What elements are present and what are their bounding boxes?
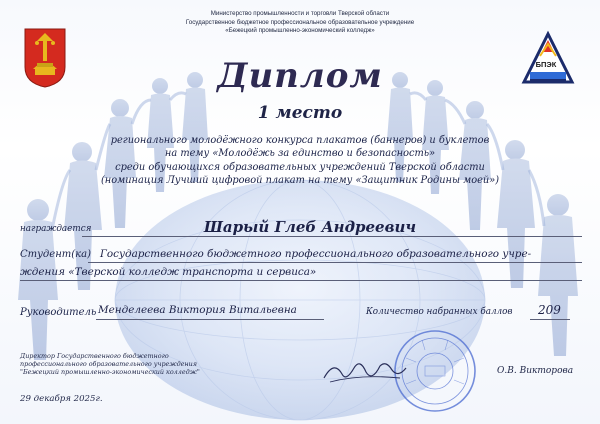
score-underline [530, 319, 570, 320]
supervisor-label: Руководитель [20, 307, 97, 318]
description-line: (номинация Лучший цифровой плакат на тему «Защитник Родины моей») [100, 175, 500, 187]
description-line: на тему «Молодёжь за единство и безопасность» [164, 148, 436, 160]
header-college: «Бежецкий промышленно-экономический колледж» [225, 27, 375, 35]
bpek-college-emblem-icon [518, 30, 578, 88]
header-ministry: Министерство промышленности и торговли Тверской области [210, 10, 390, 17]
supervisor-underline [96, 319, 324, 320]
director-line: Директор Государственного бюджетного [20, 352, 169, 360]
supervisor-name: Менделеева Виктория Витальевна [98, 304, 297, 316]
score-value: 209 [538, 303, 561, 317]
director-block [20, 352, 260, 377]
recipient-underline [82, 236, 582, 237]
recipient-name: Шарый Глеб Андреевич [203, 218, 417, 236]
header-block [150, 10, 450, 36]
director-line: профессионального образовательного учреждения [20, 360, 197, 369]
director-name: О.В. Викторова [497, 366, 574, 376]
college-logo-text: БПЭК [535, 60, 557, 69]
description-line: регионального молодёжного конкурса плакатов (баннеров) и буклетов [110, 135, 490, 146]
issue-date: 29 декабря 2025г. [20, 394, 103, 404]
student-college-line-2: ждения «Тверской колледж транспорта и сервиса» [20, 266, 317, 278]
score-label: Количество набранных баллов [366, 307, 513, 317]
header-institution: Государственное бюджетное профессиональное образовательное учреждение [185, 18, 415, 26]
diploma-title: Диплом [217, 56, 383, 96]
director-line: "Бежецкий промышленно-экономический колледж" [20, 368, 200, 377]
student-label: Студент(ка) [20, 249, 91, 260]
student-college-line-1: Государственного бюджетного профессионального образовательного учре- [100, 248, 532, 260]
description-line: среди обучающихся образовательных учреждений Тверской области [115, 161, 485, 173]
handwritten-signature [320, 356, 410, 386]
student-underline-2 [20, 280, 582, 281]
tver-region-coat-of-arms-icon [23, 27, 67, 89]
place-label: 1 место [257, 103, 343, 123]
awarded-label: награждается [20, 224, 92, 234]
competition-description [80, 134, 520, 188]
student-underline-1 [88, 262, 582, 263]
